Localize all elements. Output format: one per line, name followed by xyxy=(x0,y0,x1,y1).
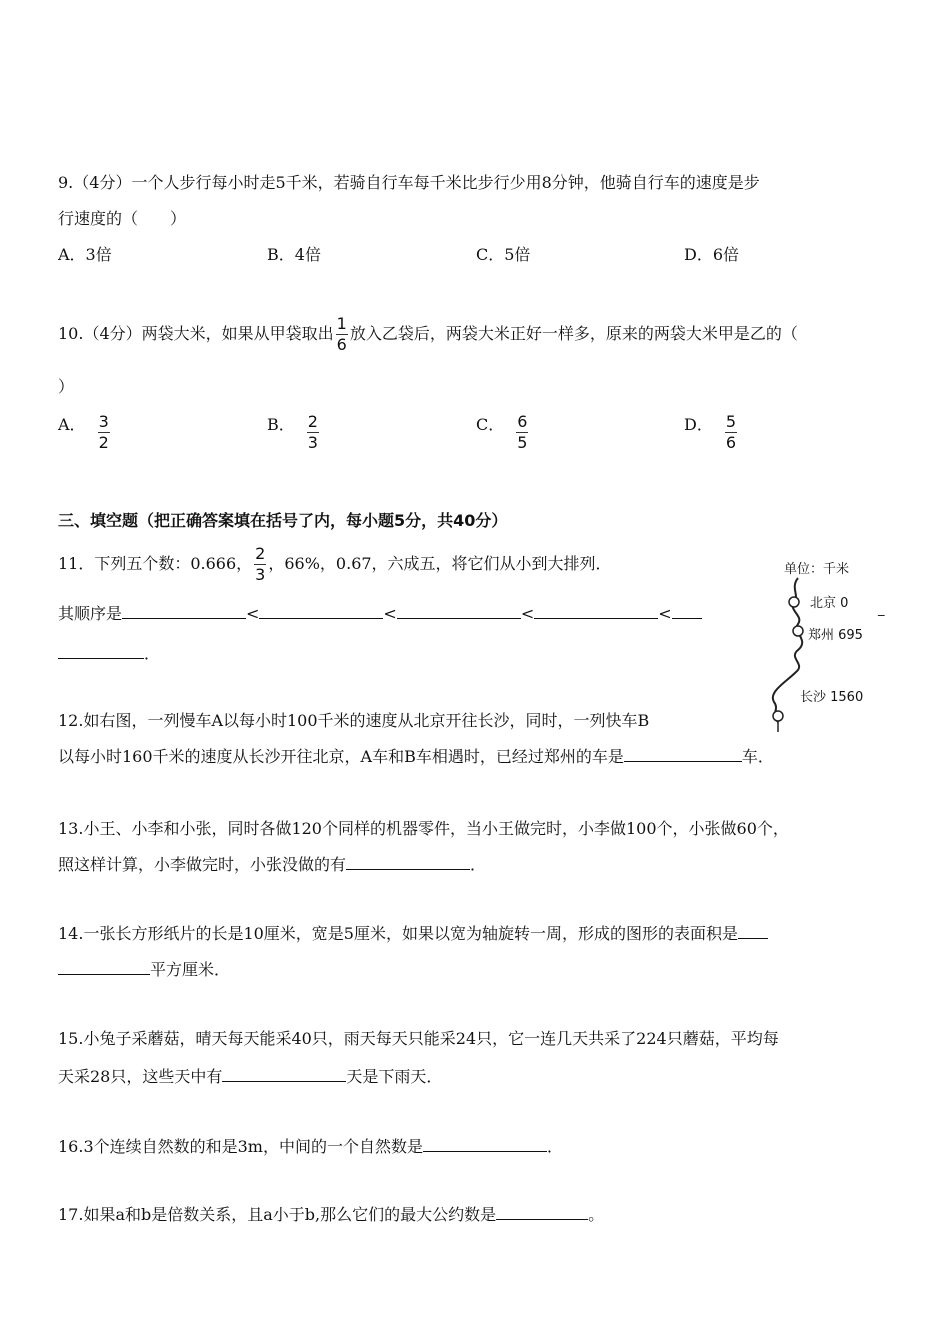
q13-text-a: 照这样计算，小李做完时，小张没做的有 xyxy=(58,855,347,874)
map-zhengzhou: 郑州 695 xyxy=(808,628,863,643)
q13-line1: 13.小王、小李和小张，同时各做120个同样的机器零件，当小王做完时，小李做100个，小张做60个， xyxy=(58,819,789,838)
q10-option-d xyxy=(684,412,739,453)
q10-option-c-num: 6 xyxy=(517,412,528,431)
q10-option-d-den: 6 xyxy=(725,433,737,452)
q10-line2: ） xyxy=(58,377,75,396)
q13-line2 xyxy=(58,852,486,875)
q10-option-a-den: 2 xyxy=(98,433,109,452)
q16-line xyxy=(58,1134,563,1157)
q9-option-a: A．3倍 xyxy=(58,245,112,264)
q10-option-d-num: 5 xyxy=(725,412,737,431)
beijing-marker xyxy=(789,597,799,607)
q12-line1: 12.如右图，一列慢车A以每小时100千米的速度从北京开往长沙，同时，一列快车B xyxy=(58,711,650,730)
q11-blank-5a[interactable] xyxy=(672,604,702,619)
q10-frac-den: 6 xyxy=(336,335,347,354)
q11-frac-den: 3 xyxy=(255,565,266,584)
q10-option-a xyxy=(58,412,112,453)
q16-text-a: 16.3个连续自然数的和是3m，中间的一个自然数是 xyxy=(58,1137,423,1156)
q15-line2 xyxy=(58,1064,442,1087)
q15-text-b: 天是下雨天． xyxy=(346,1067,443,1086)
q14-line2 xyxy=(58,957,230,980)
q10-text-a: 10.（4分）两袋大米，如果从甲袋取出 xyxy=(58,324,334,343)
q11-blank-4[interactable] xyxy=(534,604,658,619)
q11-lt-4: < xyxy=(658,604,672,623)
q11-text-a: 11．下列五个数：0.666， xyxy=(58,554,253,573)
q10-fraction xyxy=(336,314,348,355)
q15-blank[interactable] xyxy=(222,1067,346,1082)
q10-option-d-label: D． xyxy=(684,415,713,434)
q10-option-b-fraction xyxy=(307,412,319,453)
changsha-marker xyxy=(773,711,783,721)
q10-option-c-den: 5 xyxy=(517,433,528,452)
q11-blank-2[interactable] xyxy=(259,604,383,619)
q12-text-a: 以每小时160千米的速度从长沙开往北京，A车和B车相遇时，已经过郑州的车是 xyxy=(58,747,624,766)
q17-line xyxy=(58,1202,604,1225)
map-beijing: 北京 0 xyxy=(810,596,849,611)
q11-frac-num: 2 xyxy=(255,544,266,563)
q11-blank-1[interactable] xyxy=(122,604,246,619)
q10-option-a-num: 3 xyxy=(98,412,109,431)
q17-text-b: 。 xyxy=(588,1205,605,1224)
q9-line2: 行速度的（ ） xyxy=(58,209,187,228)
q10-option-d-fraction xyxy=(725,412,737,453)
q10-option-b-num: 2 xyxy=(307,412,318,431)
map-changsha: 长沙 1560 xyxy=(800,690,864,705)
q15-line1: 15.小兔子采蘑菇，晴天每天能采40只，雨天每天只能采24只，它一连几天共采了224只蘑菇，平均每 xyxy=(58,1029,779,1048)
q11-line2 xyxy=(58,601,702,624)
q11-lt-3: < xyxy=(520,604,535,623)
q11-lt-2: < xyxy=(383,604,397,623)
q10-option-c-fraction xyxy=(516,412,528,453)
q17-text-a: 17.如果a和b是倍数关系，且a小于b,那么它们的最大公约数是 xyxy=(58,1205,497,1224)
q13-text-b: ． xyxy=(470,855,487,874)
route-line xyxy=(760,552,940,742)
q10-option-b xyxy=(267,412,321,453)
q11-line3 xyxy=(58,641,160,664)
q11-blank-5b[interactable] xyxy=(58,644,144,659)
q13-blank[interactable] xyxy=(346,855,470,870)
q12-text-b: 车． xyxy=(741,747,774,766)
q10-frac-num: 1 xyxy=(336,314,347,333)
q15-text-a: 天采28只，这些天中有 xyxy=(58,1067,223,1086)
q14-line1 xyxy=(58,921,768,944)
q12-blank[interactable] xyxy=(624,747,742,762)
q16-blank[interactable] xyxy=(423,1137,547,1152)
q9-line1: 9.（4分）一个人步行每小时走5千米，若骑自行车每千米比步行少用8分钟，他骑自行车的速度是步 xyxy=(58,173,760,192)
q12-line2 xyxy=(58,744,774,767)
q11-line1 xyxy=(58,544,612,585)
q11-end: ． xyxy=(144,644,161,663)
q16-text-b: ． xyxy=(546,1137,563,1156)
q14-blank-b[interactable] xyxy=(58,960,150,975)
map-dash: _ xyxy=(878,602,885,617)
q11-order-label: 其顺序是 xyxy=(58,604,123,623)
q9-option-d: D．6倍 xyxy=(684,245,740,264)
q10-option-b-label: B． xyxy=(267,415,295,434)
q11-fraction xyxy=(254,544,266,585)
q11-blank-3[interactable] xyxy=(397,604,521,619)
q9-option-b: B．4倍 xyxy=(267,245,321,264)
q10-option-a-fraction xyxy=(98,412,110,453)
q9-option-c: C．5倍 xyxy=(476,245,531,264)
q14-text-b: 平方厘米． xyxy=(150,960,231,979)
q10-option-c-label: C． xyxy=(476,415,505,434)
q17-blank[interactable] xyxy=(496,1205,588,1220)
q10-line1 xyxy=(58,314,798,355)
q14-text-a: 14.一张长方形纸片的长是10厘米，宽是5厘米，如果以宽为轴旋转一周，形成的图形的表面积是 xyxy=(58,924,738,943)
q10-text-b: 放入乙袋后，两袋大米正好一样多，原来的两袋大米甲是乙的（ xyxy=(349,324,798,343)
q11-lt-1: < xyxy=(246,604,260,623)
q10-option-c xyxy=(476,412,530,453)
section-title: 三、填空题（把正确答案填在括号了内，每小题5分，共40分） xyxy=(58,511,508,530)
map-unit: 单位：千米 xyxy=(784,562,850,577)
route-map xyxy=(760,552,940,742)
q11-text-b: ，66%，0.67，六成五，将它们从小到大排列． xyxy=(268,554,612,573)
q10-option-b-den: 3 xyxy=(307,433,318,452)
zhengzhou-marker xyxy=(793,626,803,636)
q14-blank-a[interactable] xyxy=(738,924,768,939)
q10-option-a-label: A． xyxy=(58,415,86,434)
